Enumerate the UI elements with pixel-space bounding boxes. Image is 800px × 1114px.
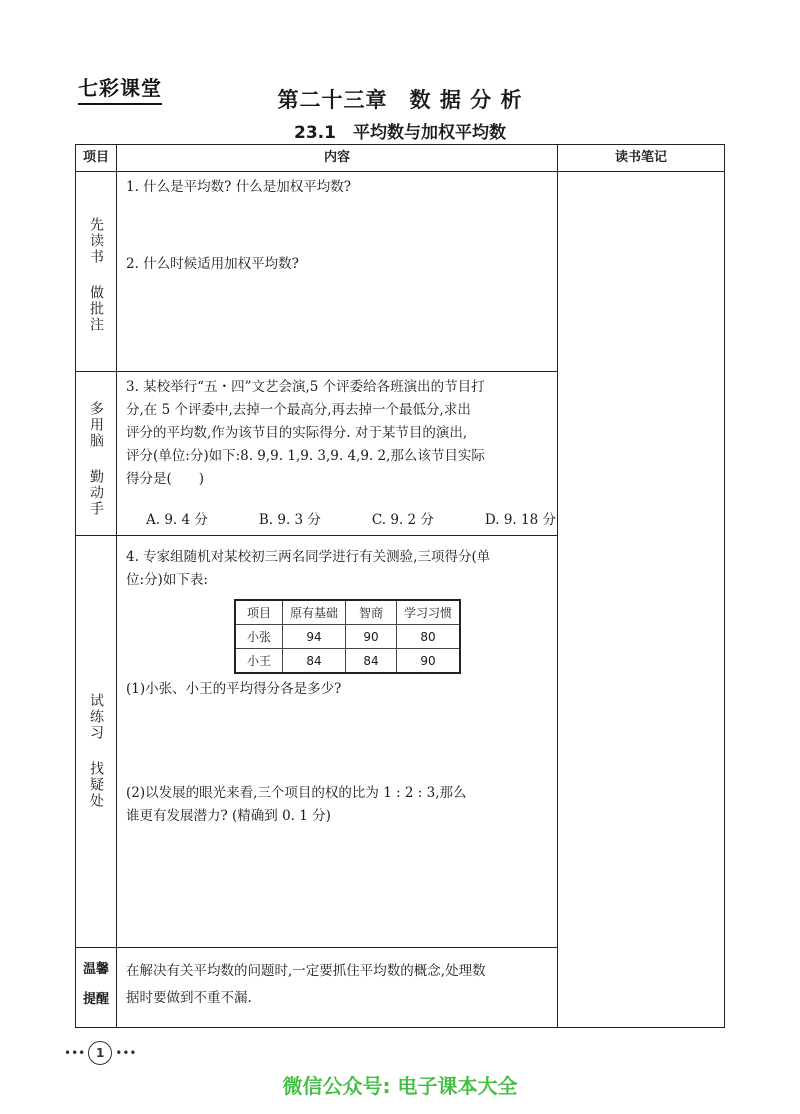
header-item: 项目 [82,150,109,165]
header-notes: 读书笔记 [614,150,667,165]
subquestion-2 [126,782,554,828]
table-cell: 90 [397,649,461,674]
category-think [76,401,116,523]
option-c[interactable]: C. 9. 2 分 [371,512,434,528]
tip-line: 据时要做到不重不漏. [126,990,252,1006]
question-3-line: 得分是( ) [126,471,205,487]
category-think-b: 勤动手 [88,469,104,517]
category-tips [76,959,116,1011]
subquestion-2-line: 谁更有发展潜力? (精确到 0. 1 分) [126,808,331,824]
table-row [235,649,460,674]
table-header-cell: 学习习惯 [397,600,461,625]
table-cell: 小张 [235,625,283,649]
page-dots-left: ••• [64,1046,86,1060]
table-row [235,625,460,649]
category-read-b: 做批注 [88,285,104,333]
row-divider-3 [76,947,557,948]
option-a[interactable]: A. 9. 4 分 [146,512,208,528]
question-4 [126,546,554,592]
row-divider-2 [76,535,557,536]
watermark: 微信公众号: 电子课本大全 [282,1074,518,1098]
answer-options [146,508,556,528]
question-3 [126,376,554,491]
category-practice-b: 找疑处 [88,761,104,809]
row-divider-1 [76,371,557,372]
category-practice [76,693,116,815]
question-3-line: 评分的平均数,作为该节目的实际得分. 对于某节目的演出, [126,425,468,441]
question-4-line: 位:分)如下表: [126,572,208,588]
table-header-cell: 项目 [235,600,283,625]
table-cell: 84 [283,649,346,674]
tip-text [126,960,554,1010]
category-read [76,217,116,339]
option-b[interactable]: B. 9. 3 分 [258,512,321,528]
table-cell: 90 [346,625,397,649]
question-3-line: 分,在 5 个评委中,去掉一个最高分,再去掉一个最低分,求出 [126,402,471,418]
category-tips-a: 温馨 [82,962,109,977]
page-number [64,1041,136,1065]
category-think-a: 多用脑 [88,401,104,449]
page-number-badge: 1 [88,1041,112,1065]
chapter-title: 第二十三章 数 据 分 析 [277,88,523,112]
question-1: 1. 什么是平均数? 什么是加权平均数? [126,179,351,195]
question-3-line: 评分(单位:分)如下:8. 9,9. 1,9. 3,9. 4,9. 2,那么该节目实际 [126,448,485,464]
table-cell: 小王 [235,649,283,674]
question-4-line: 4. 专家组随机对某校初三两名同学进行有关测验,三项得分(单 [126,549,491,565]
notes-area[interactable] [558,172,724,1027]
subquestion-1: (1)小张、小王的平均得分各是多少? [126,681,342,697]
question-2: 2. 什么时候适用加权平均数? [126,256,299,272]
brand-logo: 七彩课堂 [78,72,162,105]
category-read-a: 先读书 [88,217,104,265]
table-header-row [235,600,460,625]
col-divider-1 [116,145,117,1027]
table-cell: 80 [397,625,461,649]
table-cell: 94 [283,625,346,649]
score-table [234,599,461,674]
section-title: 23.1 平均数与加权平均数 [294,123,506,143]
subquestion-2-line: (2)以发展的眼光来看,三个项目的权的比为 1 : 2 : 3,那么 [126,785,467,801]
category-practice-a: 试练习 [88,693,104,741]
table-header-cell: 原有基础 [283,600,346,625]
header-content: 内容 [323,150,350,165]
option-d[interactable]: D. 9. 18 分 [484,512,556,528]
table-header-cell: 智商 [346,600,397,625]
tip-line: 在解决有关平均数的问题时,一定要抓住平均数的概念,处理数 [126,963,486,979]
page-dots-right: ••• [115,1046,137,1060]
table-cell: 84 [346,649,397,674]
question-3-line: 3. 某校举行“五・四”文艺会演,5 个评委给各班演出的节目打 [126,379,485,395]
category-tips-b: 提醒 [82,992,109,1007]
worksheet-table [75,144,725,1028]
